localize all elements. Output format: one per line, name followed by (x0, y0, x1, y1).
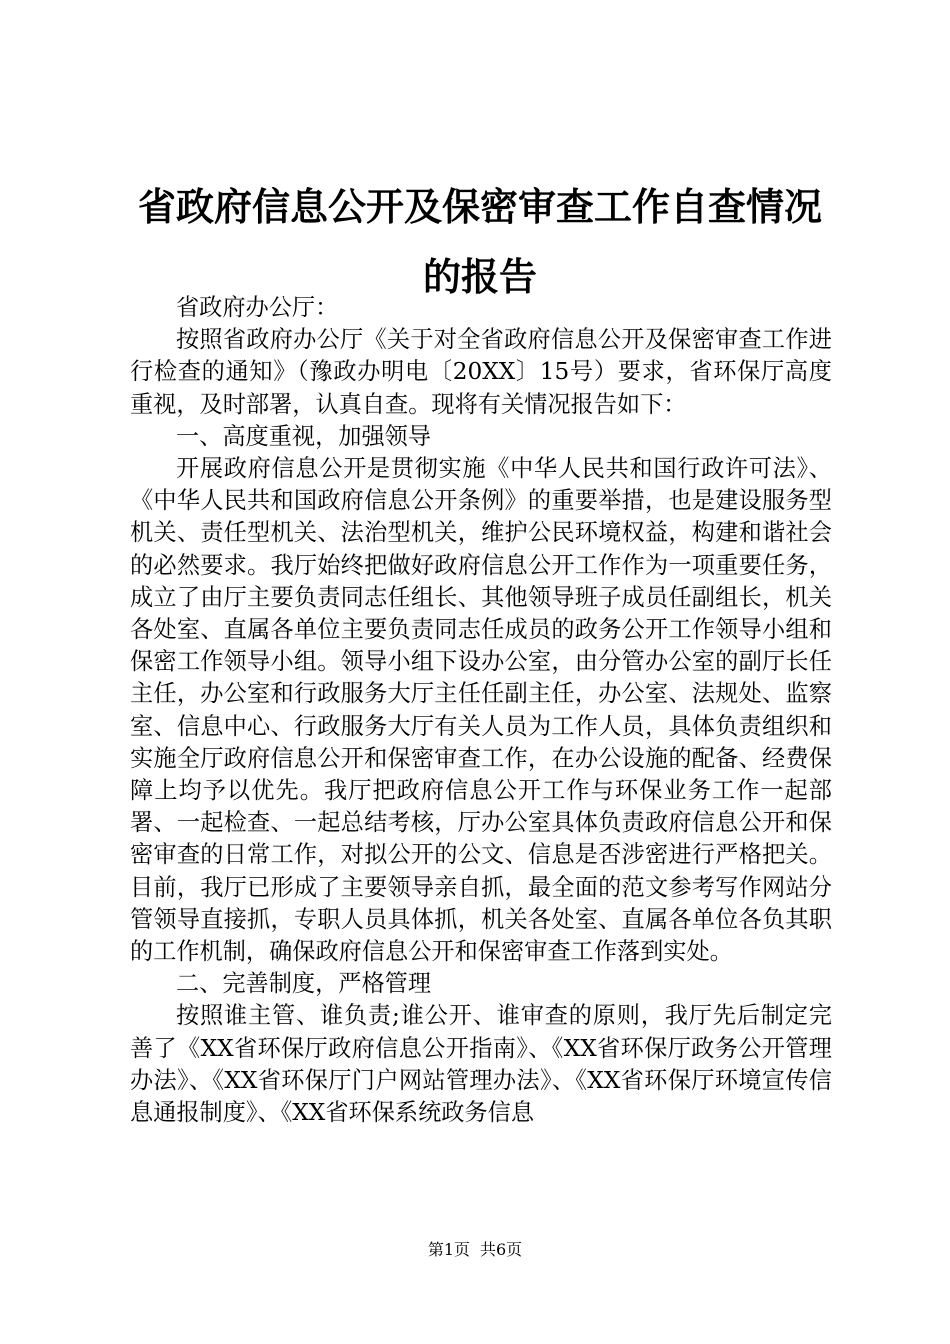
section-heading-1: 一、高度重视，加强领导 (176, 422, 432, 450)
page-footer (0, 1240, 950, 1260)
paragraph-intro: 按照省政府办公厅《关于对全省政府信息公开及保密审查工作进行检查的通知》（豫政办明电〔20XX〕15号）要求，省环保厅高度重视，及时部署，认真自查。现将有关情况报告如下： (130, 326, 832, 418)
page-total: 共6页 (480, 1240, 523, 1259)
document-title: 省政府信息公开及保密审查工作自查情况的报告 (137, 185, 822, 299)
salutation: 省政府办公厅： (176, 294, 339, 321)
section-heading-2: 二、完善制度，严格管理 (176, 970, 432, 998)
page-number: 第1页 (427, 1240, 470, 1259)
paragraph-section-2: 按照谁主管、谁负责;谁公开、谁审查的原则，我厅先后制定完善了《XX省环保厅政府信息公开指南》、《XX省环保厅政务公开管理办法》、《XX省环保厅门户网站管理办法》、《XX省环保厅环境宣传信息通报制度》、《XX省环保系统政务信息 (130, 1002, 832, 1127)
paragraph-section-1: 开展政府信息公开是贯彻实施《中华人民共和国行政许可法》、《中华人民共和国政府信息公开条例》的重要举措，也是建设服务型机关、责任型机关、法治型机关，维护公民环境权益，构建和谐社会的必然要求。我厅始终把做好政府信息公开工作作为一项重要任务，成立了由厅主要负责同志任组长、其他领导班子成员任副组长，机关各处室、直属各单位主要负责同志任成员的政务公开工作领导小组和保密工作领导小组。领导小组下设办公室，由分管办公室的副厅长任主任，办公室和行政服务大厅主任任副主任，办公室、法规处、监察室、信息中心、行政服务大厅有关人员为工作人员，具体负责组织和实施全厅政府信息公开和保密审查工作，在办公设施的配备、经费保障上均予以优先。我厅把政府信息公开工作与环保业务工作一起部署、一起检查、一起总结考核，厅办公室具体负责政府信息公开和保密审查的日常工作，对拟公开的公文、信息是否涉密进行严格把关。目前，我厅已形成了主要领导亲自抓，最全面的范文参考写作网站分管领导直接抓，专职人员具体抓，机关各处室、直属各单位各负其职的工作机制，确保政府信息公开和保密审查工作落到实处。 (130, 455, 832, 966)
document-body (130, 292, 832, 1129)
